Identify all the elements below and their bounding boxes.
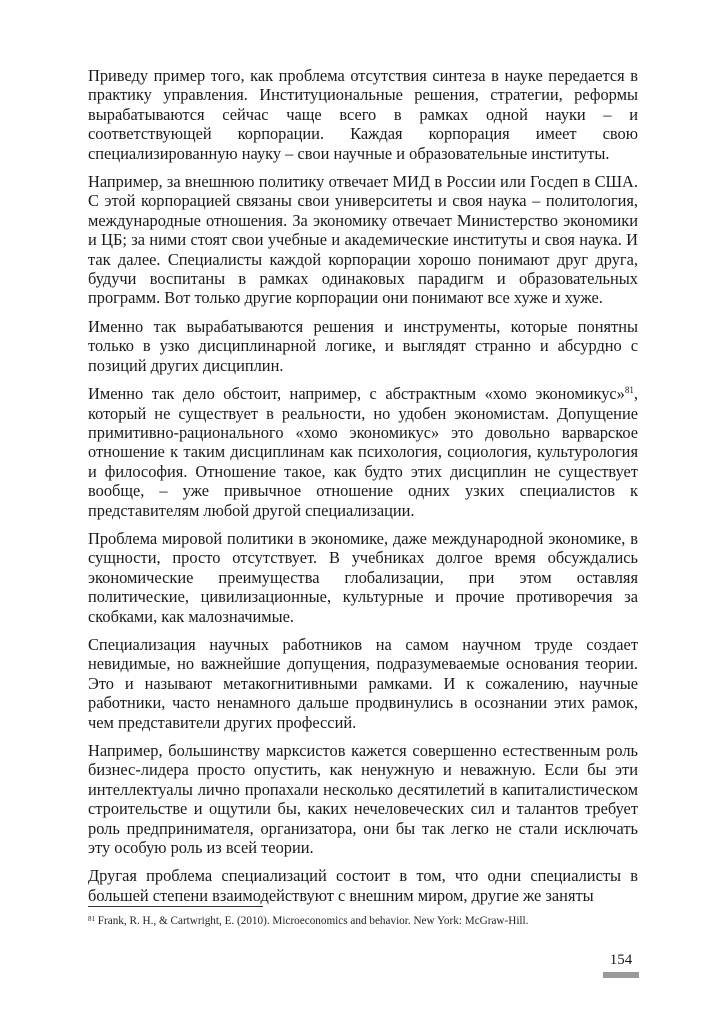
footnote-mark: 81 (88, 915, 95, 923)
footnote (88, 914, 638, 928)
paragraph-6: Специализация научных работников на самом научном труде создает невидимые, но важнейшие допущения, подразумеваемые основания теории. Это и называют метакогнитивными рамками. И к сожалению, научные работники, часто ненамного дальше продвинулись в осознании этих рамок, чем представители других профессий. (88, 634, 638, 732)
paragraph-4-text-start: Именно так дело обстоит, например, с абстрактным «хомо экономикус» (88, 384, 625, 404)
paragraph-4 (88, 384, 638, 520)
paragraph-5: Проблема мировой политики в экономике, даже международной экономике, в сущности, просто отсутствует. В учебниках долгое время обсуждались экономические преимущества глобализации, при этом оставляя политические, цивилизационные, культурные и прочие противоречия за скобками, как малозначимые. (88, 528, 638, 626)
page-body (88, 66, 638, 914)
page-number-bar (603, 972, 639, 978)
page-number: 154 (609, 952, 633, 968)
paragraph-1: Приведу пример того, как проблема отсутствия синтеза в науке передается в практику управления. Институциональные решения, стратегии, реформы вырабатываются сейчас чаще всего в рамках одной науки – и соответствующей корпорации. Каждая корпорация имеет свою специализированную науку – свои научные и образовательные институты. (88, 66, 638, 163)
footnote-reference[interactable]: 81 (624, 385, 634, 396)
footnote-text: Frank, R. H., & Cartwright, E. (2010). Microeconomics and behavior. New York: McGraw-Hill. (97, 915, 529, 927)
paragraph-2: Например, за внешнюю политику отвечает МИД в России или Госдеп в США. С этой корпорацией связаны свои университеты и своя наука – политология, международные отношения. За экономику отвечает Министерство экономики и ЦБ; за ними стоят свои учебные и академические институты и своя наука. И так далее. Специалисты каждой корпорации хорошо понимают друг друга, будучи воспитаны в рамках одинаковых парадигм и образовательных программ. Вот только другие корпорации они понимают все хуже и хуже. (88, 172, 638, 308)
paragraph-3: Именно так вырабатываются решения и инструменты, которые понятны только в узко дисциплинарной логике, и выглядят странно и абсурдно с позиций других дисциплин. (88, 316, 638, 375)
paragraph-8: Другая проблема специализаций состоит в том, что одни специалисты в большей степени взаимодействуют с внешним миром, другие же заняты (88, 866, 638, 905)
footnote-divider (88, 906, 263, 907)
paragraph-4-text-end: , который не существует в реальности, но удобен экономистам. Допущение примитивно-рационального «хомо экономикус» это довольно варварское отношение к таким дисциплинам как психология, социология, культурология и философия. Отношение такое, как будто этих дисциплин не существует вообще, – уже привычное отношение одних узких специалистов к представителям любой другой специализации. (88, 384, 638, 520)
paragraph-7: Например, большинству марксистов кажется совершенно естественным роль бизнес-лидера просто опустить, как ненужную и неважную. Если бы эти интеллектуалы лично пропахали несколько десятилетий в капиталистическом строительстве и ощутили бы, каких нечеловеческих сил и талантов требует роль предпринимателя, организатора, они бы так легко не стали исключать эту особую роль из всей теории. (88, 741, 638, 858)
